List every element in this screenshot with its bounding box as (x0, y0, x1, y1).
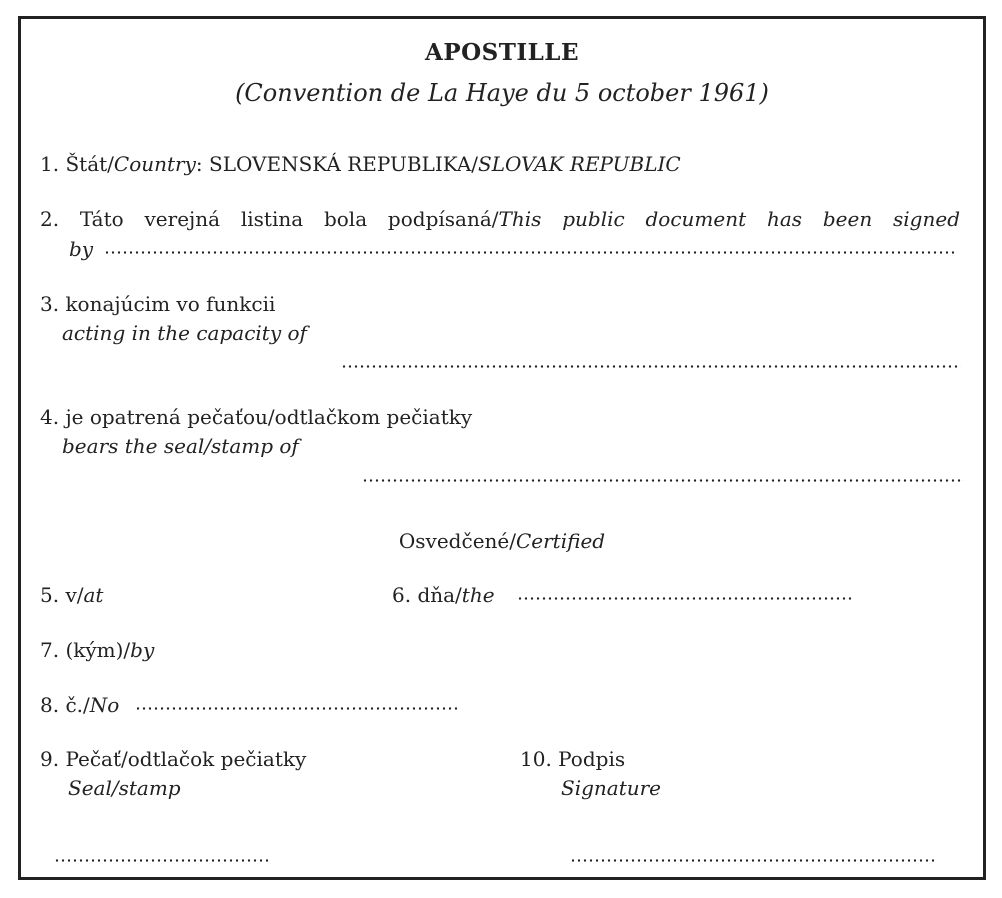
field-4-label-en: bears the seal/stamp of (62, 434, 299, 458)
field-1-value-en: SLOVAK REPUBLIC (478, 152, 681, 176)
field-3-label-sk: 3. konajúcim vo funkcii (40, 292, 276, 316)
field-7-label-en: by (130, 638, 155, 662)
field-4-label-sk: 4. je opatrená pečaťou/odtlačkom pečiatky (40, 405, 473, 429)
field-1-label-sk: Štát/ (65, 152, 114, 176)
field-4-blank (362, 479, 964, 482)
field-8-label-sk: 8. č./ (40, 693, 90, 717)
field-8-label-en: No (89, 693, 120, 717)
field-2-signed-by (40, 207, 960, 231)
field-1-label-en: Country (113, 152, 196, 176)
field-5-label-en: at (83, 583, 104, 607)
field-9-label-sk: 9. Pečať/odtlačok pečiatky (40, 747, 307, 771)
field-1-country (40, 152, 681, 176)
field-5-at (40, 583, 103, 607)
field-10-blank (570, 859, 936, 862)
field-8-number (40, 693, 119, 717)
field-10-label-en: Signature (561, 776, 662, 800)
field-3-label-en: acting in the capacity of (62, 321, 307, 345)
field-7-by (40, 638, 154, 662)
field-2-blank (104, 251, 958, 254)
field-2-label-en: This public document has been signed (498, 207, 960, 231)
field-1-colon: : (195, 152, 203, 176)
field-5-label-sk: 5. v/ (40, 583, 84, 607)
certified-en: Certified (515, 529, 606, 553)
field-6-date (392, 583, 495, 607)
apostille-form (18, 16, 986, 880)
certified-heading (21, 529, 983, 553)
field-2-label-sk: 2. Táto verejná listina bola podpísaná/ (40, 207, 499, 231)
field-9-blank (54, 859, 270, 862)
field-2-by: by (69, 237, 94, 261)
field-1-value-sk: SLOVENSKÁ REPUBLIKA/ (209, 152, 479, 176)
certified-sk: Osvedčené/ (398, 529, 516, 553)
form-subtitle: (Convention de La Haye du 5 october 1961) (235, 79, 769, 107)
field-9-label-en: Seal/stamp (68, 776, 181, 800)
field-7-label-sk: 7. (kým)/ (40, 638, 131, 662)
field-8-blank (135, 707, 459, 710)
field-6-blank (517, 597, 853, 600)
field-6-label-en: the (461, 583, 495, 607)
form-title: APOSTILLE (424, 39, 580, 66)
field-1-number: 1. (40, 152, 60, 176)
field-6-label-sk: 6. dňa/ (392, 583, 462, 607)
field-10-label-sk: 10. Podpis (520, 747, 626, 771)
field-3-blank (341, 365, 961, 368)
